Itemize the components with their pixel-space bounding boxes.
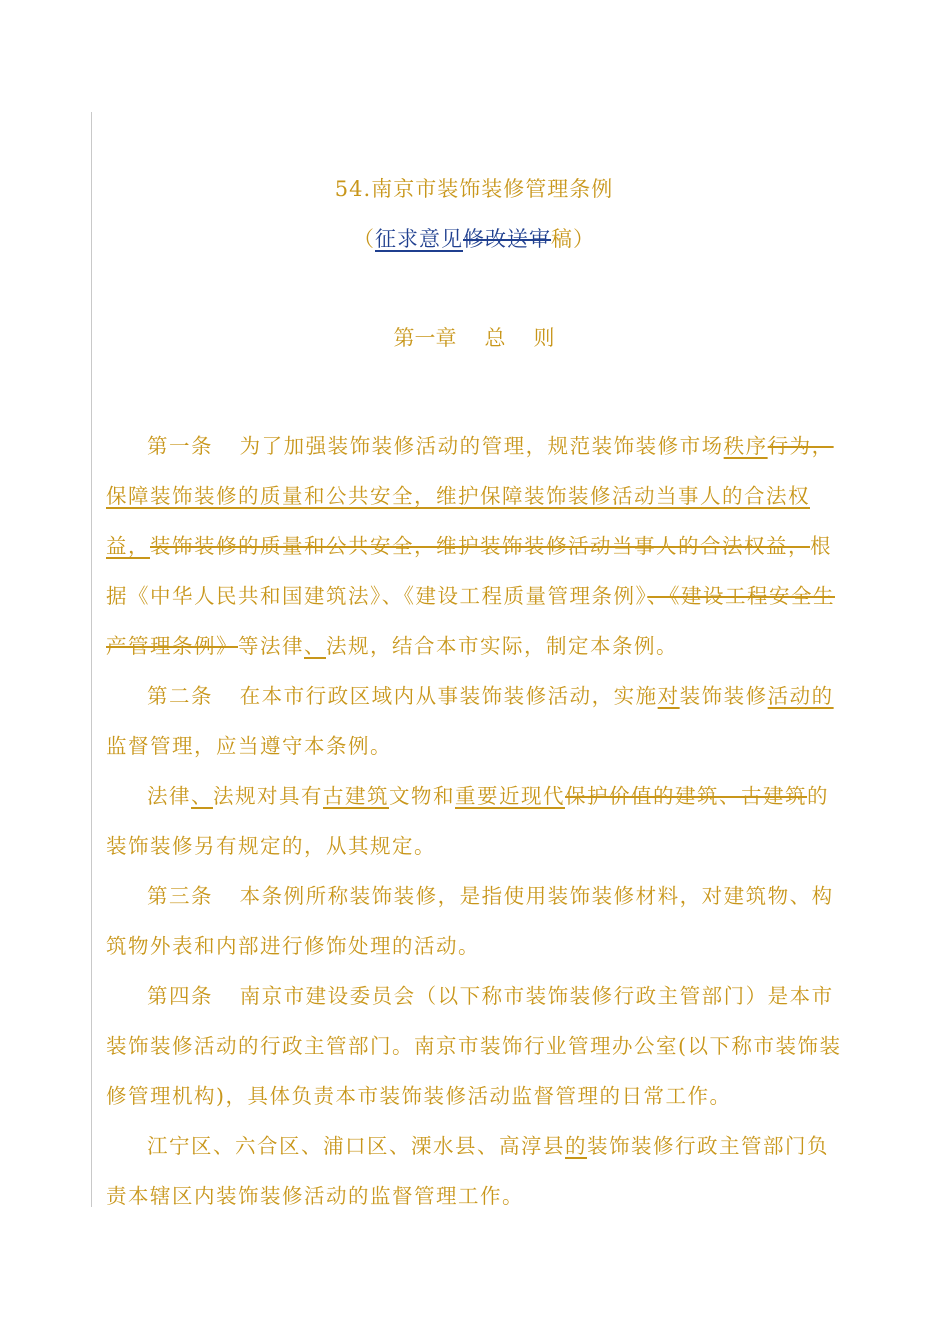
article-1-text: 等法律	[238, 634, 304, 658]
article-4	[106, 971, 842, 1121]
article-2-insert: 活动的	[767, 684, 834, 708]
subtitle-open: （	[353, 227, 375, 251]
article-1-delete: 、《建设工程安全生产管理条例》	[106, 584, 835, 658]
article-1-label: 第一条	[147, 434, 213, 458]
article-2-text: 监督管理，应当遵守本条例。	[106, 734, 392, 758]
subtitle-inserted: 征求意见	[375, 227, 463, 251]
paragraph-insert: 、	[191, 784, 213, 808]
document-subtitle	[106, 224, 842, 254]
article-3-text: 本条例所称装饰装修，是指使用装饰装修材料，对建筑物、构筑物外表和内部进行修饰处理的活动。	[106, 884, 834, 958]
paragraph-text: 江宁区、六合区、浦口区、溧水县、高淳县	[147, 1134, 565, 1158]
article-1	[106, 421, 842, 671]
article-4-paragraph-2	[106, 1121, 842, 1221]
chapter-word-1: 总	[484, 326, 506, 350]
article-2-paragraph-2	[106, 771, 842, 871]
article-1-text: 法规，结合本市实际，制定本条例。	[326, 634, 678, 658]
paragraph-insert: 古建筑	[323, 784, 389, 808]
article-1-delete: 行为，	[767, 434, 834, 458]
subtitle-deleted: 修改送审	[463, 227, 551, 251]
article-3	[106, 871, 842, 971]
chapter-word-2: 则	[533, 326, 555, 350]
paragraph-text: 的装饰装修另有规定的，从其规定。	[106, 784, 829, 858]
article-2-text: 在本市行政区域内从事装饰装修活动，实施	[239, 684, 658, 708]
chapter-heading	[106, 323, 842, 353]
chapter-number: 第一章	[393, 326, 457, 350]
paragraph-insert: 重要近现代	[455, 784, 565, 808]
article-2	[106, 671, 842, 771]
article-1-insert: 秩序	[723, 434, 768, 458]
paragraph-text: 文物和	[389, 784, 455, 808]
subtitle-tail: 稿）	[551, 227, 595, 251]
article-4-label: 第四条	[147, 984, 213, 1008]
document-body	[106, 421, 842, 1221]
article-1-delete: 装饰装修的质量和公共安全，维护装饰装修活动当事人的合法权益，	[150, 534, 810, 558]
margin-rule	[91, 112, 92, 1207]
article-2-label: 第二条	[147, 684, 213, 708]
article-1-insert: 、	[304, 634, 326, 658]
article-1-text: 根据《中华人民共和国建筑法》、《建设工程质量管理条例》	[106, 534, 832, 608]
article-2-text: 装饰装修	[679, 684, 768, 708]
paragraph-text: 法规对具有	[213, 784, 323, 808]
article-3-label: 第三条	[147, 884, 213, 908]
article-4-text: 南京市建设委员会（以下称市装饰装修行政主管部门）是本市装饰装修活动的行政主管部门。南京市装饰行业管理办公室(以下称市装饰装修管理机构)，具体负责本市装饰装修活动监督管理的日常工作。	[106, 984, 842, 1108]
paragraph-text: 装饰装修行政主管部门负责本辖区内装饰装修活动的监督管理工作。	[106, 1134, 829, 1208]
paragraph-insert: 的	[565, 1134, 587, 1158]
article-2-insert: 对	[657, 684, 680, 708]
document-title: 54.南京市装饰装修管理条例	[334, 177, 614, 201]
paragraph-delete: 保护价值的建筑、古建筑	[565, 784, 807, 808]
paragraph-text: 法律	[147, 784, 191, 808]
article-1-text: 为了加强装饰装修活动的管理，规范装饰装修市场	[239, 434, 724, 458]
article-1-insert: 保障装饰装修的质量和公共安全，维护保障装饰装修活动当事人的合法权益，	[106, 484, 810, 558]
